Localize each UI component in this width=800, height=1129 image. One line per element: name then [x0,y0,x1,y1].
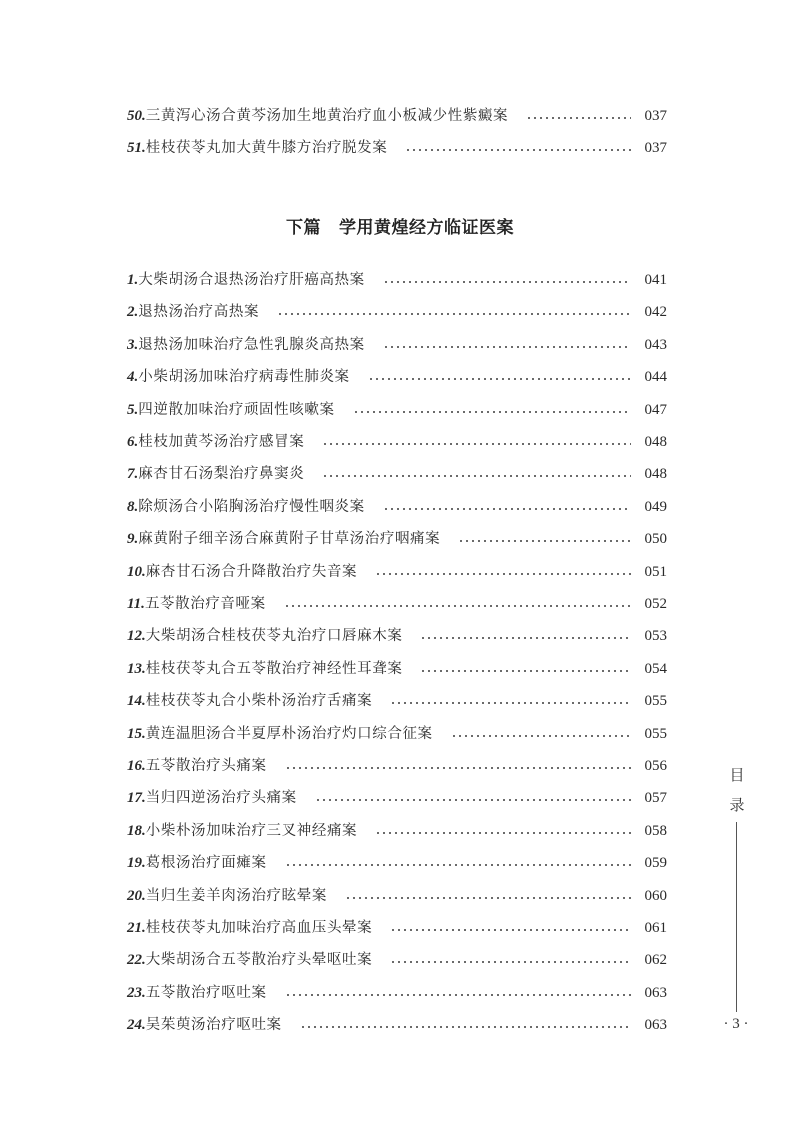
toc-entry[interactable] [127,461,667,487]
toc-entry-page: 041 [644,272,667,288]
toc-entry[interactable] [127,656,667,682]
section-part: 下篇 [286,218,321,238]
toc-entry[interactable] [127,753,667,779]
toc-entry-number: 17. [127,790,146,807]
toc-entry-leader [368,378,631,380]
toc-entry-title: 桂枝茯苓丸加大黄牛膝方治疗脱发案 [145,140,388,157]
toc-entry-page: 055 [644,725,667,742]
toc-entry-title: 当归生姜羊肉汤治疗眩晕案 [145,887,327,904]
toc-entry-number: 14. [127,693,146,710]
toc-entry-number: 22. [127,952,146,969]
toc-entry-title: 五苓散治疗音哑案 [144,596,266,612]
toc-entry-page: 037 [644,108,667,124]
toc-entry-page: 057 [644,790,667,807]
page-number: · 3 · [723,1016,749,1032]
toc-entry-page: 053 [644,628,667,645]
toc-entry-page: 050 [644,531,667,548]
toc-entry-page: 044 [644,369,667,386]
toc-entry-number: 6. [127,434,139,450]
toc-entry-page: 042 [644,304,667,321]
toc-entry-leader [420,670,631,672]
toc-entry-leader [322,443,631,445]
toc-entry-page: 063 [644,984,667,1001]
toc-entry[interactable] [127,135,667,161]
toc-entry-number: 50. [127,108,146,124]
toc-entry-leader [315,799,631,801]
toc-entry-page: 056 [644,758,667,774]
toc-entry-leader [375,573,631,575]
toc-entry-title: 吴茱萸汤治疗呕吐案 [145,1017,282,1034]
toc-entry-title: 桂枝茯苓丸合五苓散治疗神经性耳聋案 [145,660,403,677]
toc-entry[interactable] [127,103,667,129]
toc-entry-leader [420,637,631,639]
toc-entry-title: 葛根汤治疗面瘫案 [145,855,267,872]
toc-entry-title: 除烦汤合小陷胸汤治疗慢性咽炎案 [138,498,365,515]
toc-entry-leader [353,411,631,413]
toc-entry-title: 五苓散治疗头痛案 [145,758,267,774]
toc-entry-title: 桂枝加黄芩汤治疗感冒案 [138,434,305,450]
section-title: 学用黄煌经方临证医案 [339,218,514,238]
toc-entry-number: 2. [127,304,139,321]
toc-entry-number: 15. [127,725,146,742]
toc-entry-title: 大柴胡汤合桂枝茯苓丸治疗口唇麻木案 [145,628,403,645]
toc-entry[interactable] [127,850,667,876]
toc-entry[interactable] [127,332,667,358]
side-label [727,760,747,820]
toc-entry-number: 16. [127,758,146,774]
toc-entry-number: 18. [127,822,146,839]
toc-entry-number: 19. [127,855,146,872]
toc-entry-title: 麻黄附子细辛汤合麻黄附子甘草汤治疗咽痛案 [138,531,441,548]
toc-entry-number: 8. [127,498,139,515]
toc-entry-title: 五苓散治疗呕吐案 [145,984,267,1001]
toc-entry-leader [277,313,631,315]
toc-entry-leader [390,702,631,704]
toc-entry-leader [383,508,631,510]
toc-entry-leader [451,735,631,737]
toc-entry-number: 7. [127,466,139,483]
toc-entry-title: 小柴朴汤加味治疗三叉神经痛案 [145,822,358,839]
toc-entry[interactable] [127,721,667,747]
toc-entry-number: 5. [127,401,139,418]
side-rule [736,822,737,1012]
toc-entry-leader [285,994,631,996]
toc-entry-number: 1. [127,272,139,288]
toc-entry-page: 060 [644,887,667,904]
toc-entry-leader [285,767,631,769]
toc-entry[interactable] [127,559,667,585]
toc-entry[interactable] [127,397,667,423]
toc-entry-title: 桂枝茯苓丸加味治疗高血压头晕案 [145,920,373,936]
toc-entry[interactable] [127,980,667,1006]
toc-entry[interactable] [127,494,667,520]
toc-entry-leader [458,540,631,542]
toc-entry-number: 21. [127,920,146,936]
toc-entry-title: 桂枝茯苓丸合小柴朴汤治疗舌痛案 [145,693,373,710]
toc-entry-title: 大柴胡汤合五苓散治疗头晕呕吐案 [145,952,373,969]
toc-entry-title: 三黄泻心汤合黄芩汤加生地黄治疗血小板减少性紫癜案 [145,108,509,124]
toc-entry-leader [322,475,631,477]
toc-entry-page: 061 [644,920,667,936]
toc-entry-number: 4. [127,369,139,386]
toc-entry-page: 047 [644,401,667,418]
section-heading [0,213,800,238]
toc-entry-title: 当归四逆汤治疗头痛案 [145,790,297,807]
toc-entry-leader [390,961,631,963]
toc-entry[interactable] [127,818,667,844]
toc-entry-leader [383,281,631,283]
toc-entry-title: 小柴胡汤加味治疗病毒性肺炎案 [138,369,350,386]
toc-entry-page: 048 [644,466,667,483]
toc-entry-page: 062 [644,952,667,969]
toc-entry[interactable] [127,947,667,973]
toc-entry-title: 大柴胡汤合退热汤治疗肝癌高热案 [138,272,365,288]
toc-entry-leader [375,832,631,834]
toc-entry-page: 037 [644,140,667,157]
toc-entry-number: 13. [127,660,146,677]
toc-entry-title: 四逆散加味治疗顽固性咳嗽案 [138,401,335,418]
toc-entry-leader [285,864,631,866]
toc-entry-number: 10. [127,563,146,580]
toc-entry-page: 063 [644,1017,667,1034]
toc-entry[interactable] [127,915,667,941]
toc-entry-number: 11. [127,596,145,612]
toc-entry-number: 20. [127,887,146,904]
toc-entry-leader [300,1026,631,1028]
toc-entry[interactable] [127,526,667,552]
toc-entry-number: 51. [127,140,146,157]
toc-entry[interactable] [127,1012,667,1038]
toc-entry-title: 退热汤加味治疗急性乳腺炎高热案 [138,336,365,353]
toc-entry-page: 051 [644,563,667,580]
toc-entry[interactable] [127,591,667,617]
toc-entry[interactable] [127,883,667,909]
toc-entry[interactable] [127,785,667,811]
toc-entry-title: 麻杏甘石汤合升降散治疗失音案 [145,563,358,580]
toc-entry-leader [405,149,631,151]
toc-entry[interactable] [127,688,667,714]
toc-entry[interactable] [127,267,667,293]
toc-entry-page: 049 [644,498,667,515]
toc-entry-page: 059 [644,855,667,872]
toc-entry[interactable] [127,623,667,649]
toc-entry-number: 23. [127,984,146,1001]
toc-entry-leader [390,929,631,931]
toc-entry-leader [383,346,631,348]
toc-entry-page: 043 [644,336,667,353]
toc-entry-number: 9. [127,531,139,548]
toc-entry[interactable] [127,299,667,325]
toc-entry-leader [284,605,631,607]
toc-entry-title: 麻杏甘石汤梨治疗鼻窦炎 [138,466,305,483]
toc-entry-page: 048 [644,434,667,450]
toc-entry-leader [526,117,631,119]
toc-entry-title: 退热汤治疗高热案 [138,304,260,321]
toc-entry-page: 052 [644,596,667,612]
toc-entry[interactable] [127,429,667,455]
toc-entry-title: 黄连温胆汤合半夏厚朴汤治疗灼口综合征案 [145,725,433,742]
toc-entry-number: 12. [127,628,146,645]
side-label-char-1: 目 [729,766,745,784]
toc-entry-number: 3. [127,336,139,353]
toc-entry-page: 054 [644,660,667,677]
toc-entry-page: 055 [644,693,667,710]
toc-entry-number: 24. [127,1017,146,1034]
toc-entry[interactable] [127,364,667,390]
toc-entry-leader [345,897,631,899]
side-label-char-2: 录 [729,796,745,814]
toc-entry-page: 058 [644,822,667,839]
